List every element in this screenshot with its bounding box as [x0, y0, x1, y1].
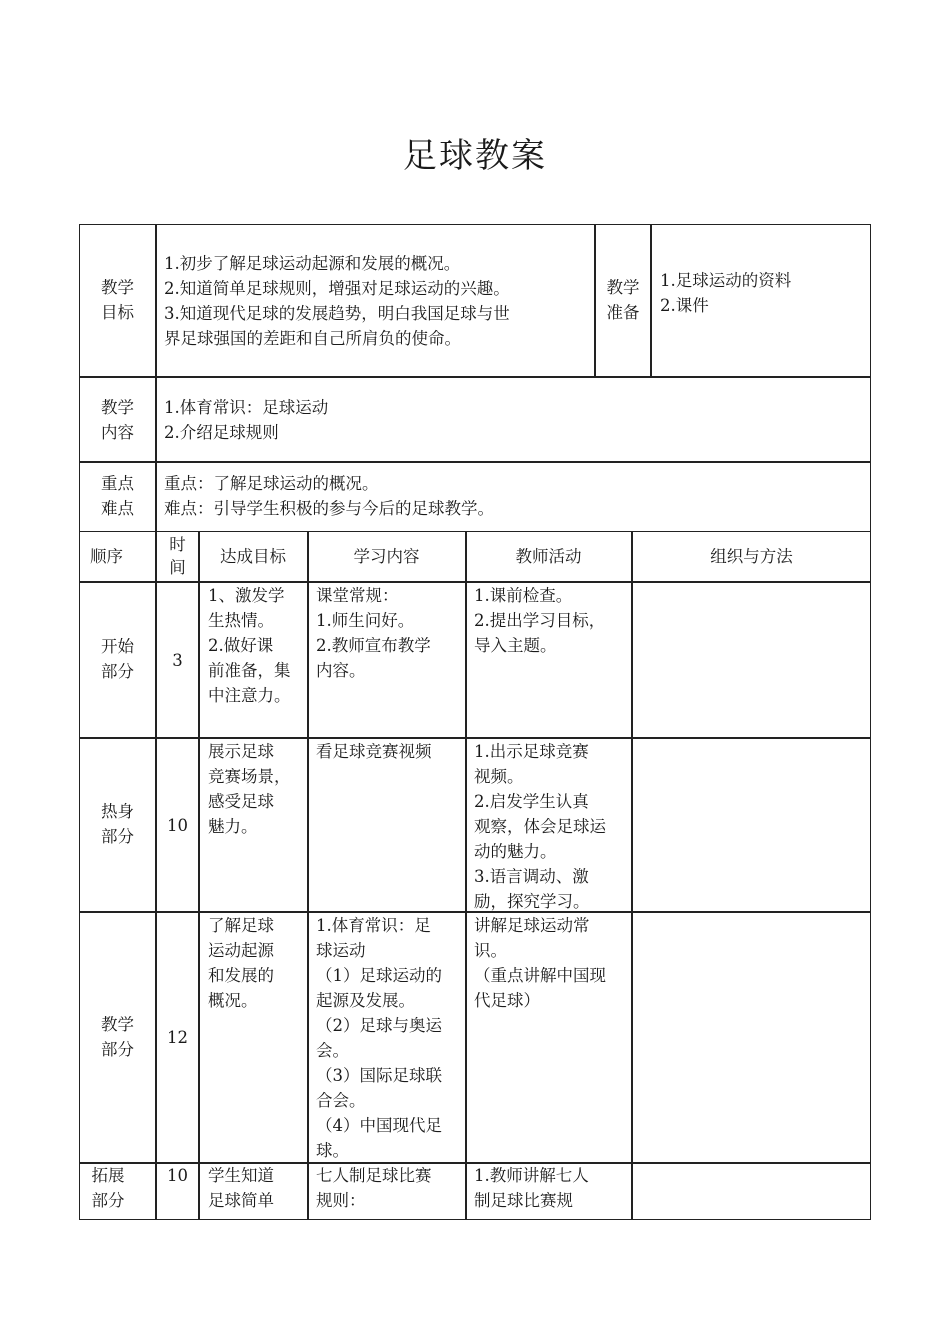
col-divider	[465, 531, 467, 1220]
row-time: 12	[167, 1028, 188, 1047]
row-goal: 展示足球 竞赛场景， 感受足球 魅力。	[208, 742, 291, 836]
row-time: 10	[167, 816, 188, 835]
preparation-text: 1.足球运动的资料 2.课件	[660, 271, 792, 315]
row-part: 拓展 部分	[91, 1166, 125, 1210]
page-title: 足球教案	[403, 136, 547, 176]
preparation-label: 教学 准备	[606, 278, 640, 322]
focus-text: 重点：了解足球运动的概况。 难点：引导学生积极的参与今后的足球教学。	[164, 474, 494, 518]
row-teacher: 1.教师讲解七人 制足球比赛规	[474, 1166, 589, 1210]
row-teacher: 1.出示足球竞赛 视频。 2.启发学生认真 观察，体会足球运 动的魅力。 3.语言调动、激 励，探究学习。	[474, 742, 606, 911]
header-study: 学习内容	[353, 547, 420, 566]
row-study: 七人制足球比赛 规则：	[316, 1166, 432, 1210]
header-teacher: 教师活动	[515, 547, 582, 566]
content-text: 1.体育常识：足球运动 2.介绍足球规则	[164, 398, 329, 442]
row-study: 看足球竞赛视频	[316, 742, 432, 761]
row-time: 10	[167, 1166, 188, 1185]
row-goal: 1、激发学 生热情。 2.做好课 前准备，集 中注意力。	[208, 586, 291, 705]
header-org: 组织与方法	[710, 547, 793, 566]
row-goal: 学生知道 足球简单	[208, 1166, 274, 1210]
content-label: 教学 内容	[101, 398, 134, 442]
row-teacher: 1.课前检查。 2.提出学习目标， 导入主题。	[474, 586, 606, 655]
row-part: 开始 部分	[101, 637, 134, 681]
objectives-label: 教学 目标	[101, 278, 134, 322]
divider	[79, 376, 871, 378]
row-teacher: 讲解足球运动常 识。 （重点讲解中国现 代足球）	[474, 916, 606, 1010]
row-part: 教学 部分	[101, 1015, 134, 1059]
row-goal: 了解足球 运动起源 和发展的 概况。	[208, 916, 274, 1010]
col-divider	[631, 531, 633, 1220]
row-part: 热身 部分	[101, 802, 134, 846]
col-divider	[307, 531, 309, 1220]
row-study: 1.体育常识：足 球运动 （1）足球运动的 起源及发展。 （2）足球与奥运 会。 （3）国际足球联 合会。 （4）中国现代足 球。	[316, 916, 442, 1160]
header-time: 时 间	[169, 535, 186, 577]
row-study: 课堂常规： 1.师生问好。 2.教师宣布教学 内容。	[316, 586, 431, 680]
objectives-text: 1.初步了解足球运动起源和发展的概况。 2.知道简单足球规则，增强对足球运动的兴趣。 3.知道现代足球的发展趋势，明白我国足球与世 界足球强国的差距和自己所肩负的使命。	[164, 254, 510, 348]
header-goal: 达成目标	[220, 547, 286, 566]
row-time: 3	[172, 651, 183, 670]
focus-label: 重点 难点	[101, 474, 134, 518]
divider	[79, 461, 871, 463]
col-divider	[198, 531, 200, 1220]
header-order: 顺序	[90, 547, 123, 566]
